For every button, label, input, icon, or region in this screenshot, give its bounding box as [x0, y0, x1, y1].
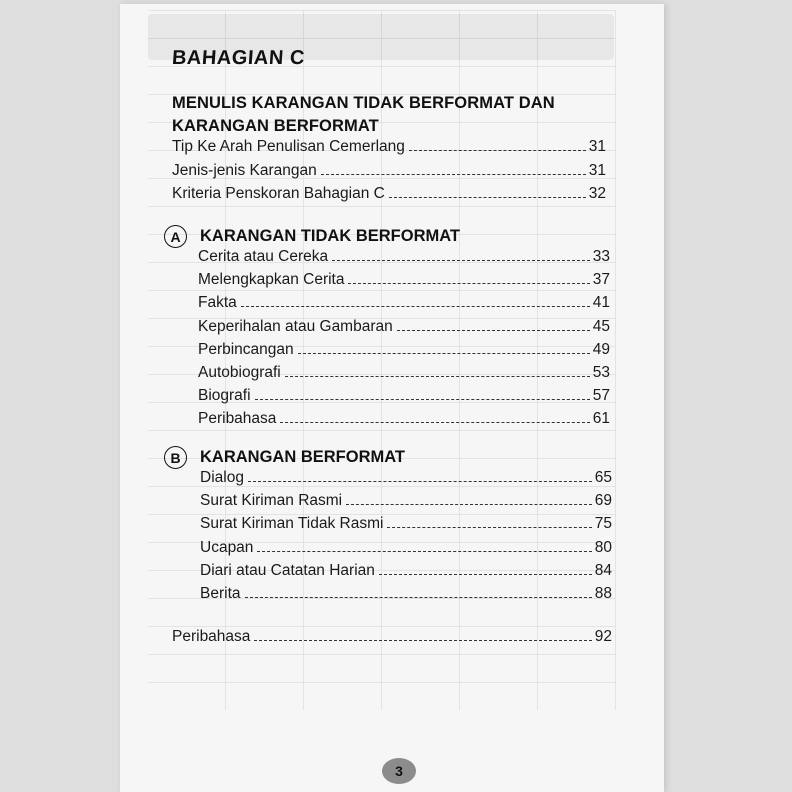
toc-entry[interactable]	[172, 134, 606, 156]
toc-entry[interactable]	[198, 244, 610, 266]
section-b-badge: B	[164, 446, 187, 469]
toc-entry-page: 41	[592, 294, 610, 311]
toc-entry[interactable]	[198, 360, 610, 382]
toc-entry-page: 75	[594, 515, 612, 532]
toc-entry-page: 32	[588, 185, 606, 202]
toc-entry-label: Melengkapkan Cerita	[198, 271, 345, 288]
toc-entry-page: 69	[594, 492, 612, 509]
toc-entry-page: 65	[594, 469, 612, 486]
toc-entry-label: Jenis-jenis Karangan	[172, 162, 317, 179]
toc-entry[interactable]	[198, 290, 610, 312]
toc-leader	[241, 306, 590, 307]
toc-leader	[254, 640, 591, 641]
toc-leader	[346, 504, 592, 505]
toc-entry[interactable]	[172, 624, 612, 646]
toc-leader	[280, 422, 589, 423]
toc-entry-label: Berita	[200, 585, 241, 602]
toc-entry-page: 57	[592, 387, 610, 404]
toc-entry-page: 61	[592, 410, 610, 427]
toc-entry-label: Keperihalan atau Gambaran	[198, 318, 393, 335]
toc-entry-label: Autobiografi	[198, 364, 281, 381]
toc-leader	[285, 376, 590, 377]
toc-leader	[387, 527, 591, 528]
toc-entry-label: Peribahasa	[198, 410, 277, 427]
toc-entry[interactable]	[198, 383, 610, 405]
toc-entry-page: 92	[594, 628, 612, 645]
toc-entry-label: Biografi	[198, 387, 251, 404]
toc-entry-page: 49	[592, 341, 610, 358]
toc-entry-page: 88	[594, 585, 612, 602]
toc-entry[interactable]	[198, 267, 610, 289]
toc-entry[interactable]	[200, 465, 612, 487]
toc-entry[interactable]	[200, 581, 612, 603]
toc-entry-label: Cerita atau Cereka	[198, 248, 329, 265]
toc-leader	[379, 574, 592, 575]
toc-entry[interactable]	[172, 158, 606, 180]
toc-entry-label: Dialog	[200, 469, 244, 486]
toc-entry-page: 84	[594, 562, 612, 579]
toc-leader	[248, 481, 592, 482]
toc-leader	[298, 353, 590, 354]
chapter-title-line-1: MENULIS KARANGAN TIDAK BERFORMAT DAN	[172, 94, 555, 112]
toc-leader	[397, 330, 590, 331]
toc-entry-label: Fakta	[198, 294, 237, 311]
toc-entry[interactable]	[200, 488, 612, 510]
section-a-title: KARANGAN TIDAK BERFORMAT	[200, 227, 461, 245]
toc-entry-page: 31	[588, 138, 606, 155]
toc-entry-label: Surat Kiriman Tidak Rasmi	[200, 515, 384, 532]
section-heading: BAHAGIAN C	[171, 47, 306, 69]
toc-entry-page: 37	[592, 271, 610, 288]
toc-entry-label: Ucapan	[200, 539, 254, 556]
toc-leader	[389, 197, 586, 198]
page-number: 3	[382, 758, 416, 784]
toc-entry-page: 80	[594, 539, 612, 556]
toc-entry-page: 33	[592, 248, 610, 265]
toc-entry-label: Tip Ke Arah Penulisan Cemerlang	[172, 138, 405, 155]
toc-leader	[255, 399, 590, 400]
toc-entry[interactable]	[198, 314, 610, 336]
toc-leader	[348, 283, 589, 284]
toc-entry[interactable]	[198, 406, 610, 428]
toc-entry[interactable]	[200, 558, 612, 580]
chapter-title-line-2: KARANGAN BERFORMAT	[172, 117, 379, 135]
toc-leader	[409, 150, 586, 151]
toc-entry-label: Kriteria Penskoran Bahagian C	[172, 185, 385, 202]
toc-entry-label: Peribahasa	[172, 628, 251, 645]
toc-entry-label: Surat Kiriman Rasmi	[200, 492, 343, 509]
toc-entry[interactable]	[200, 511, 612, 533]
toc-entry[interactable]	[200, 535, 612, 557]
toc-leader	[257, 551, 591, 552]
toc-leader	[321, 174, 586, 175]
toc-entry[interactable]	[198, 337, 610, 359]
section-a-badge: A	[164, 225, 187, 248]
section-b-title: KARANGAN BERFORMAT	[200, 448, 406, 466]
toc-entry-page: 31	[588, 162, 606, 179]
toc-leader	[332, 260, 590, 261]
toc-entry-label: Diari atau Catatan Harian	[200, 562, 375, 579]
toc-entry-label: Perbincangan	[198, 341, 294, 358]
toc-leader	[245, 597, 592, 598]
toc-entry-page: 53	[592, 364, 610, 381]
toc-entry-page: 45	[592, 318, 610, 335]
toc-entry[interactable]	[172, 181, 606, 203]
